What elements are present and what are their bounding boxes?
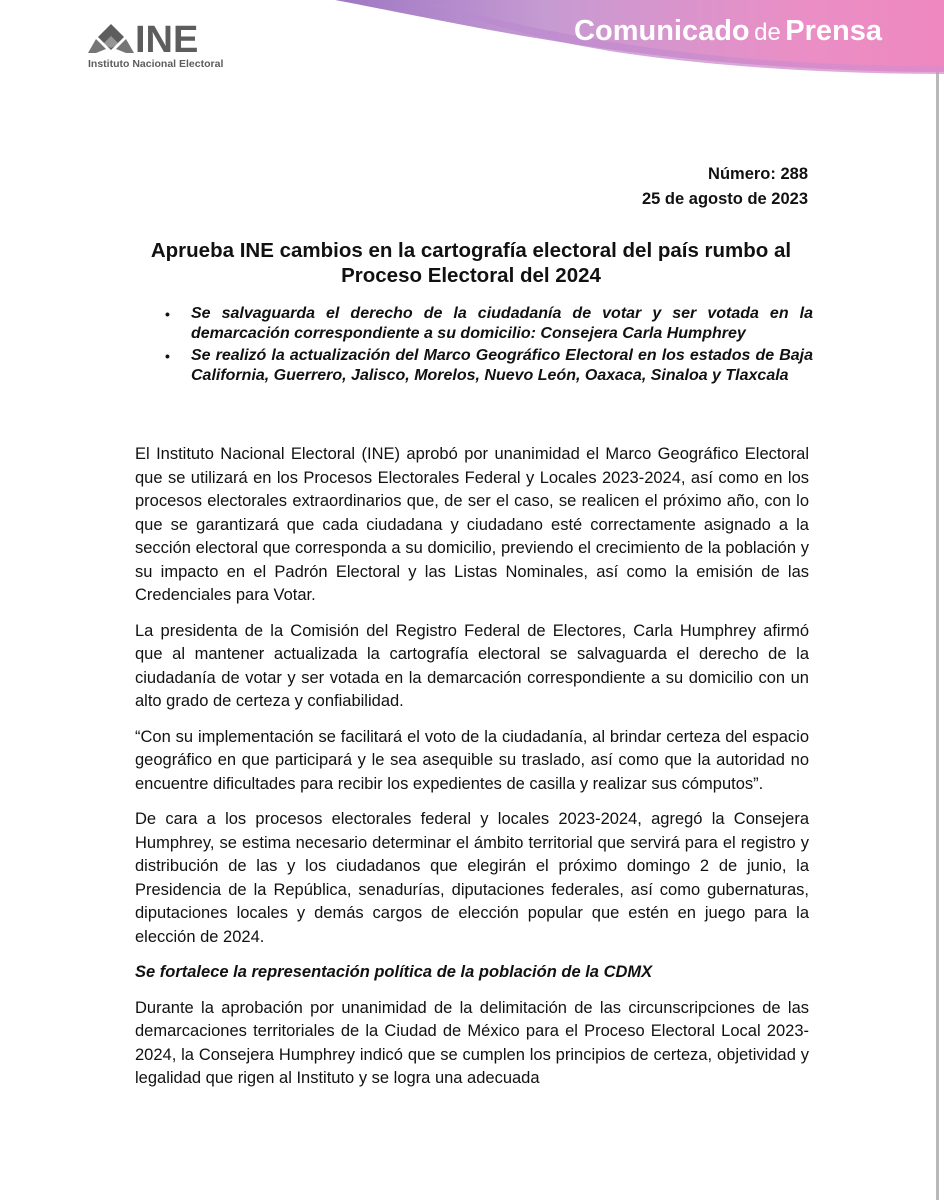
ine-logo — [88, 19, 238, 72]
banner-word-2: de — [754, 19, 781, 46]
logo-acronym: INE — [135, 19, 199, 61]
article-body — [135, 443, 809, 1103]
list-item — [163, 304, 813, 344]
banner-word-1: Comunicado — [574, 15, 750, 47]
banner-title — [574, 15, 882, 48]
body-paragraph: De cara a los procesos electorales federal y locales 2023-2024, agregó la Consejera Humphrey, se estima necesario determinar el ámbito territorial que servirá para el registro y distribución de las y los ciudadanos que elegirán el próximo domingo 2 de junio, la Presidencia de la República, senadurías, diputaciones federales, así como gubernaturas, diputaciones locales y demás cargos de elección popular que estén en juego para la elección de 2024. — [135, 810, 809, 946]
release-date: 25 de agosto de 2023 — [642, 190, 808, 208]
release-number: Número: 288 — [708, 165, 808, 183]
banner-word-3: Prensa — [785, 15, 882, 47]
highlights-list — [163, 304, 813, 388]
list-item — [163, 346, 813, 386]
release-meta — [642, 162, 808, 212]
body-paragraph: El Instituto Nacional Electoral (INE) aprobó por unanimidad el Marco Geográfico Electoral que se utilizará en los Procesos Electorales Federal y Locales 2023-2024, así como en los procesos electorales extraordinarios que, de ser el caso, se realicen el próximo año, con lo que se garantizará que cada ciudadana y ciudadano esté correctamente asignado a la sección electoral que corresponda a su domicilio, previendo el crecimiento de la población y su impacto en el Padrón Electoral y las Listas Nominales, así como la emisión de las Credenciales para Votar. — [135, 445, 809, 604]
body-paragraph: Durante la aprobación por unanimidad de la delimitación de las circunscripciones de las demarcaciones territoriales de la Ciudad de México para el Proceso Electoral Local 2023-2024, la Consejera Humphrey indicó que se cumplen los principios de certeza, objetividad y legalidad que rigen al Instituto y se logra una adecuada — [135, 998, 809, 1087]
page-header — [0, 0, 944, 96]
highlight-text: Se realizó la actualización del Marco Geográfico Electoral en los estados de Baja California, Guerrero, Jalisco, Morelos, Nuevo León, Oaxaca, Sinaloa y Tlaxcala — [191, 347, 813, 384]
page-edge — [936, 0, 939, 1200]
section-subheading: Se fortalece la representación política de la población de la CDMX — [135, 963, 653, 981]
bullet-icon: • — [165, 348, 170, 364]
logo-name: Instituto Nacional Electoral — [88, 58, 224, 70]
highlight-text: Se salvaguarda el derecho de la ciudadanía de votar y ser votada en la demarcación correspondiente a su domicilio: Consejera Carla Humphrey — [191, 305, 813, 342]
ine-logo-icon — [88, 22, 134, 56]
page-title: Aprueba INE cambios en la cartografía electoral del país rumbo al Proceso Electoral del 2024 — [150, 239, 792, 287]
quote-paragraph: “Con su implementación se facilitará el voto de la ciudadanía, al brindar certeza del espacio geográfico en que participará y le sea asequible su traslado, así como que la autoridad no encuentre dificultades para recibir los expedientes de casilla y realizar sus cómputos”. — [135, 727, 809, 793]
body-paragraph: La presidenta de la Comisión del Registro Federal de Electores, Carla Humphrey afirmó que al mantener actualizada la cartografía electoral se salvaguarda el derecho de la ciudadanía de votar y ser votada en la demarcación correspondiente a su domicilio con un alto grado de certeza y confiabilidad. — [135, 621, 809, 710]
bullet-icon: • — [165, 306, 170, 322]
